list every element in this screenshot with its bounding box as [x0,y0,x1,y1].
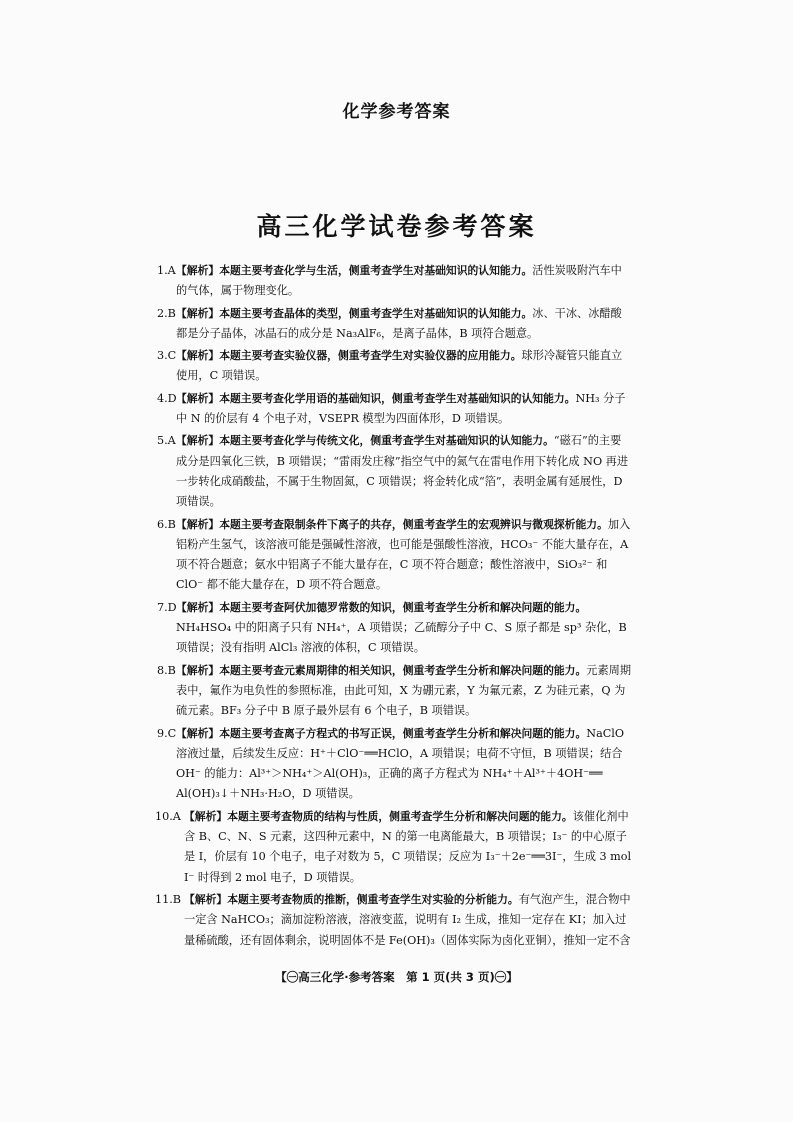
answer-topic: 本题主要考查物质的推断，侧重考查学生对实验的分析能力。 [227,892,519,906]
answer-item [155,890,632,951]
answer-number: 8.B [157,663,176,677]
answer-item [155,807,632,888]
answer-body: NaClO 溶液过量，后续发生反应：H⁺＋ClO⁻══HClO，A 项错误；电荷不守恒，B 项错误；结合 OH⁻ 的能力：Al³⁺＞NH₄⁺＞Al(OH)₃，正确的离子方程式为 NH₄⁺＋Al³⁺＋4OH⁻══ Al(OH)₃↓＋NH₃·H₂O，D 项错误。 [176,726,625,801]
answer-topic: 本题主要考查离子方程式的书写正误，侧重考查学生分析和解决问题的能力。 [219,726,587,740]
answer-number: 5.A [157,434,176,448]
analysis-tag: 【解析】 [176,264,220,277]
answer-number: 2.B [157,306,176,320]
analysis-tag: 【解析】 [176,517,220,531]
answer-body: NH₃ 分子中 N 的价层有 4 个电子对，VSEPR 模型为四面体形，D 项错误。 [176,391,626,426]
answer-body: NH₄HSO₄ 中的阳离子只有 NH₄⁺，A 项错误；乙硫醇分子中 C、S 原子都是 sp³ 杂化，B 项错误；没有指明 AlCl₃ 溶液的体积，C 项错误。 [176,621,627,655]
answer-body: 有气泡产生，混合物中一定含 NaHCO₃；滴加淀粉溶液，溶液变蓝，说明有 I₂ 生成，推知一定存在 KI；加入过量稀硫酸，还有固体剩余，说明固体不是 Fe(OH)₃（固体实际为卤化亚铜），推知一定不含 [184,892,631,947]
answer-topic: 本题主要考查物质的结构与性质，侧重考查学生分析和解决问题的能力。 [227,809,573,823]
answer-body: 加入铝粉产生氢气，该溶液可能是强碱性溶液，也可能是强酸性溶液，HCO₃⁻ 不能大量存在，A 项不符合题意；氨水中铝离子不能大量存在，C 项不符合题意；酸性溶液中，SiO₃²⁻ 和 ClO⁻ 都不能大量存在，D 项不符合题意。 [176,517,631,592]
answer-body: 元素周期表中，氟作为电负性的参照标准，由此可知，X 为硼元素，Y 为氟元素，Z 为硅元素，Q 为硫元素。BF₃ 分子中 B 原子最外层有 6 个电子，B 项错误。 [176,663,632,718]
answer-item [157,389,632,430]
answer-body: 该催化剂中含 B、C、N、S 元素，这四种元素中，N 的第一电离能最大，B 项错误；I₃⁻ 的中心原子是 I，价层有 10 个电子，电子对数为 5，C 项错误；反应为 I₃⁻＋2e⁻══3I⁻，生成 3 mol I⁻ 时得到 2 mol 电子，D 项错误。 [184,809,632,884]
answer-number: 6.B [157,517,176,531]
answer-topic: 本题主要考查化学与传统文化，侧重考查学生对基础知识的认知能力。 [219,434,554,448]
answer-body: 冰、干冰、冰醋酸都是分子晶体，冰晶石的成分是 Na₃AlF₆，是离子晶体，B 项符合题意。 [176,306,622,340]
answer-topic: 本题主要考查化学用语的基础知识，侧重考查学生对基础知识的认知能力。 [219,391,576,405]
answer-topic: 本题主要考查实验仪器，侧重考查学生对实验仪器的应用能力。 [219,349,522,363]
answer-body: 活性炭吸附汽车中的气体，属于物理变化。 [176,264,622,298]
analysis-tag: 【解析】 [176,726,220,740]
answer-number: 4.D [157,391,177,405]
answer-topic: 本题主要考查阿伏加德罗常数的知识，侧重考查学生分析和解决问题的能力。 [219,600,587,614]
answer-number: 3.C [157,349,177,363]
answer-topic: 本题主要考查化学与生活，侧重考查学生对基础知识的认知能力。 [219,264,533,277]
answer-list [155,261,632,951]
answer-body: “磁石”的主要成分是四氧化三铁，B 项错误；“雷雨发庄稼”指空气中的氮气在雷电作用下转化成 NO 再进一步转化成硝酸盐，不属于生物固氮，C 项错误；将金转化成“箔”，表明金属有延展性，D 项错误。 [176,434,629,509]
answer-number: 1.A [157,264,176,277]
answer-topic: 本题主要考查限制条件下离子的共存，侧重考查学生的宏观辨识与微观探析能力。 [219,517,608,531]
answer-item [157,661,632,722]
answer-number: 9.C [157,726,177,740]
answer-item [157,304,632,345]
answer-number: 11.B [155,892,182,906]
document-title: 高三化学试卷参考答案 [256,212,537,241]
answer-item [157,346,632,387]
analysis-tag: 【解析】 [176,306,220,320]
analysis-tag: 【解析】 [176,663,220,677]
analysis-tag: 【解析】 [184,809,228,823]
analysis-tag: 【解析】 [176,349,220,363]
answer-item [157,515,632,596]
analysis-tag: 【解析】 [176,391,220,405]
answer-item [157,598,632,659]
analysis-tag: 【解析】 [184,892,228,906]
answer-topic: 本题主要考查晶体的类型，侧重考查学生对基础知识的认知能力。 [219,306,533,320]
answer-number: 10.A [155,809,181,823]
analysis-tag: 【解析】 [176,434,220,448]
answer-body: 球形冷凝管只能直立使用，C 项错误。 [176,349,623,383]
analysis-tag: 【解析】 [176,600,220,614]
header-title: 化学参考答案 [342,102,451,122]
answer-topic: 本题主要考查元素周期律的相关知识，侧重考查学生分析和解决问题的能力。 [219,663,587,677]
answer-item [157,724,632,805]
answer-item [157,431,632,512]
page-footer: 【㊀高三化学·参考答案 第 1 页(共 3 页)㊀】 [275,970,518,984]
answer-item [157,261,632,302]
answer-number: 7.D [157,600,177,614]
